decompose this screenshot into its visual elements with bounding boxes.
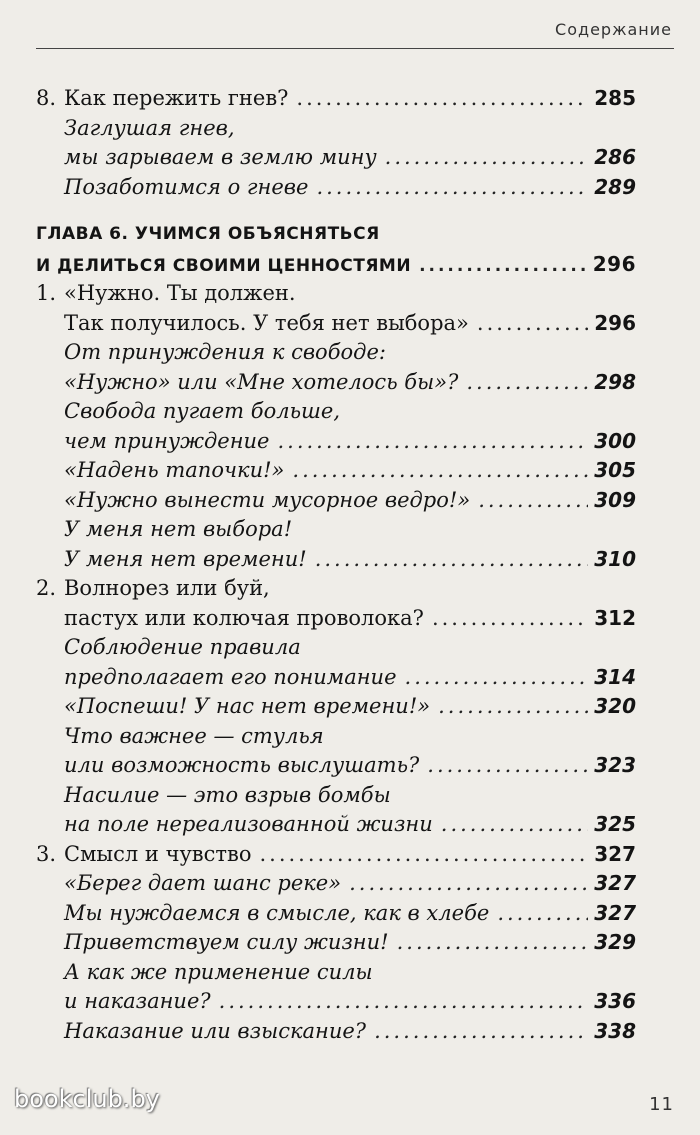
toc-item-line [36, 279, 636, 309]
toc-entry-label: Так получилось. У тебя нет выбора» [64, 310, 469, 335]
toc-sub-line [36, 368, 636, 398]
page-number: 11 [649, 1094, 674, 1115]
toc-sub-line [36, 1017, 636, 1047]
toc-entry-label: Смысл и чувство [64, 841, 252, 866]
toc-entry-label: предполагает его понимание [64, 664, 397, 689]
toc-entry-number: 8. [36, 86, 57, 110]
toc-entry-text [36, 220, 380, 250]
toc-page-number: 300 [594, 428, 636, 453]
toc-entry-text [64, 1017, 366, 1047]
toc-page-number: 325 [594, 812, 636, 836]
toc-entry-label: «Нужно. Ты должен. [64, 281, 296, 305]
toc-entry-text [64, 633, 301, 663]
dot-leader [477, 309, 588, 339]
toc-sub-line [36, 338, 636, 368]
toc-entry-text [36, 279, 296, 309]
toc-chapter-line [36, 250, 636, 280]
toc-entry-label: «Берег дает шанс реке» [64, 871, 342, 895]
dot-leader [219, 987, 589, 1017]
toc-entry-text [64, 869, 341, 899]
toc-entry-number: 3. [36, 841, 57, 866]
toc-entry-label: И ДЕЛИТЬСЯ СВОИМИ ЦЕННОСТЯМИ [36, 255, 412, 276]
toc-entry-text [64, 958, 373, 988]
toc-chapter-line [36, 220, 636, 250]
toc-entry-label: или возможность выслушать? [64, 753, 420, 777]
dot-leader [427, 751, 588, 781]
toc-sub-line [36, 515, 636, 545]
header-rule [36, 48, 674, 49]
toc-sub-line [36, 987, 636, 1017]
toc-page-number: 312 [594, 605, 636, 630]
table-of-contents [36, 84, 636, 1046]
toc-entry-text [64, 368, 458, 398]
toc-page-number: 338 [594, 1018, 636, 1043]
toc-sub-line [36, 751, 636, 781]
chapter-gap [36, 202, 636, 220]
toc-entry-label: ГЛАВА 6. УЧИМСЯ ОБЪЯСНЯТЬСЯ [36, 224, 380, 244]
toc-entry-label: У меня нет времени! [64, 546, 307, 571]
toc-entry-text [64, 987, 211, 1017]
toc-entry-label: Волнорез или буй, [64, 576, 270, 600]
toc-sub-line [36, 545, 636, 575]
toc-sub-line [36, 928, 636, 958]
dot-leader [349, 869, 588, 899]
toc-page-number: 298 [594, 369, 636, 394]
toc-page-number: 285 [594, 86, 636, 110]
dot-leader [296, 84, 588, 114]
toc-entry-label: Приветствуем силу жизни! [64, 930, 389, 954]
toc-page-number: 314 [594, 664, 636, 689]
toc-sub-line [36, 722, 636, 752]
toc-sub-line [36, 427, 636, 457]
toc-entry-label: А как же применение силы [64, 959, 373, 984]
dot-leader [259, 840, 588, 870]
toc-entry-text [64, 722, 324, 752]
dot-leader [438, 692, 588, 722]
toc-page-number: 286 [594, 145, 636, 169]
toc-page-number: 320 [594, 694, 636, 718]
toc-entry-label: чем принуждение [64, 428, 270, 453]
toc-sub-line [36, 143, 636, 173]
toc-entry-text [64, 515, 292, 545]
toc-entry-label: «Нужно» или «Мне хотелось бы»? [64, 369, 459, 394]
toc-entry-label: Позаботимся о гневе [64, 174, 309, 199]
toc-entry-label: Что важнее — стулья [64, 723, 324, 748]
toc-page-number: 329 [594, 930, 636, 954]
toc-sub-line [36, 869, 636, 899]
toc-entry-text [64, 397, 340, 427]
toc-item-line [36, 309, 636, 339]
toc-entry-label: Как пережить гнев? [64, 86, 289, 110]
dot-leader [478, 486, 588, 516]
dot-leader [497, 899, 588, 929]
toc-entry-text [36, 574, 270, 604]
running-head: Содержание [555, 20, 672, 39]
toc-sub-line [36, 397, 636, 427]
dot-leader [292, 456, 588, 486]
toc-entry-text [64, 545, 307, 575]
toc-entry-label: «Надень тапочки!» [64, 458, 285, 482]
toc-entry-text [64, 143, 377, 173]
toc-sub-line [36, 456, 636, 486]
toc-page-number: 305 [594, 458, 636, 482]
toc-entry-text [64, 810, 433, 840]
toc-page-number: 296 [592, 251, 636, 276]
toc-entry-text [64, 486, 470, 516]
toc-entry-label: Заглушая гнев, [64, 115, 235, 140]
toc-entry-label: и наказание? [64, 989, 211, 1013]
toc-entry-text [36, 84, 289, 114]
toc-entry-text [64, 114, 235, 144]
dot-leader [385, 143, 589, 173]
watermark: bookclub.by [14, 1085, 160, 1113]
toc-sub-line [36, 173, 636, 203]
dot-leader [441, 810, 588, 840]
toc-item-line [36, 840, 636, 870]
toc-sub-line [36, 486, 636, 516]
toc-sub-line [36, 899, 636, 929]
toc-entry-label: Соблюдение правила [64, 635, 301, 659]
toc-entry-label: Мы нуждаемся в смысле, как в хлебе [64, 900, 490, 925]
toc-page-number: 327 [594, 871, 636, 895]
toc-entry-label: У меня нет выбора! [64, 517, 293, 541]
toc-entry-label: От принуждения к свободе: [64, 340, 386, 364]
toc-sub-line [36, 781, 636, 811]
toc-sub-line [36, 692, 636, 722]
toc-entry-number: 2. [36, 576, 57, 600]
dot-leader [277, 427, 588, 457]
dot-leader [397, 928, 589, 958]
toc-item-line [36, 574, 636, 604]
toc-page-number: 309 [594, 487, 636, 512]
toc-item-line [36, 84, 636, 114]
toc-sub-line [36, 958, 636, 988]
toc-entry-text [64, 427, 269, 457]
toc-sub-line [36, 663, 636, 693]
toc-entry-text [64, 751, 419, 781]
toc-page-number: 327 [594, 841, 636, 866]
toc-item-line [36, 604, 636, 634]
toc-entry-label: «Нужно вынести мусорное ведро!» [64, 487, 471, 512]
toc-entry-text [64, 899, 489, 929]
toc-entry-text [64, 338, 386, 368]
toc-entry-text [64, 173, 308, 203]
toc-entry-label: на поле нереализованной жизни [64, 812, 433, 836]
toc-entry-text [64, 928, 389, 958]
toc-entry-label: Насилие — это взрыв бомбы [64, 782, 391, 807]
toc-page-number: 310 [594, 546, 636, 571]
toc-page-number: 336 [594, 989, 636, 1013]
toc-page-number: 296 [594, 310, 636, 335]
toc-page-number: 289 [594, 174, 636, 199]
dot-leader [374, 1017, 588, 1047]
dot-leader [315, 545, 589, 575]
toc-entry-number: 1. [36, 281, 57, 305]
toc-page-number: 327 [594, 900, 636, 925]
toc-entry-text [36, 252, 411, 282]
toc-sub-line [36, 810, 636, 840]
toc-entry-label: Наказание или взыскание? [64, 1018, 367, 1043]
dot-leader [405, 663, 589, 693]
toc-entry-text [64, 309, 469, 339]
toc-entry-text [64, 781, 391, 811]
toc-entry-label: мы зарываем в землю мину [64, 145, 377, 169]
dot-leader [419, 252, 587, 282]
toc-entry-text [36, 840, 252, 870]
toc-entry-text [64, 604, 424, 634]
toc-sub-line [36, 114, 636, 144]
toc-entry-text [64, 663, 397, 693]
toc-entry-label: Свобода пугает больше, [64, 399, 341, 423]
toc-entry-text [64, 456, 284, 486]
dot-leader [316, 173, 588, 203]
toc-entry-label: пастух или колючая проволока? [64, 605, 424, 630]
dot-leader [432, 604, 588, 634]
toc-entry-text [64, 692, 430, 722]
dot-leader [466, 368, 588, 398]
toc-entry-label: «Поспеши! У нас нет времени!» [64, 694, 431, 718]
toc-sub-line [36, 633, 636, 663]
toc-page-number: 323 [594, 753, 636, 777]
